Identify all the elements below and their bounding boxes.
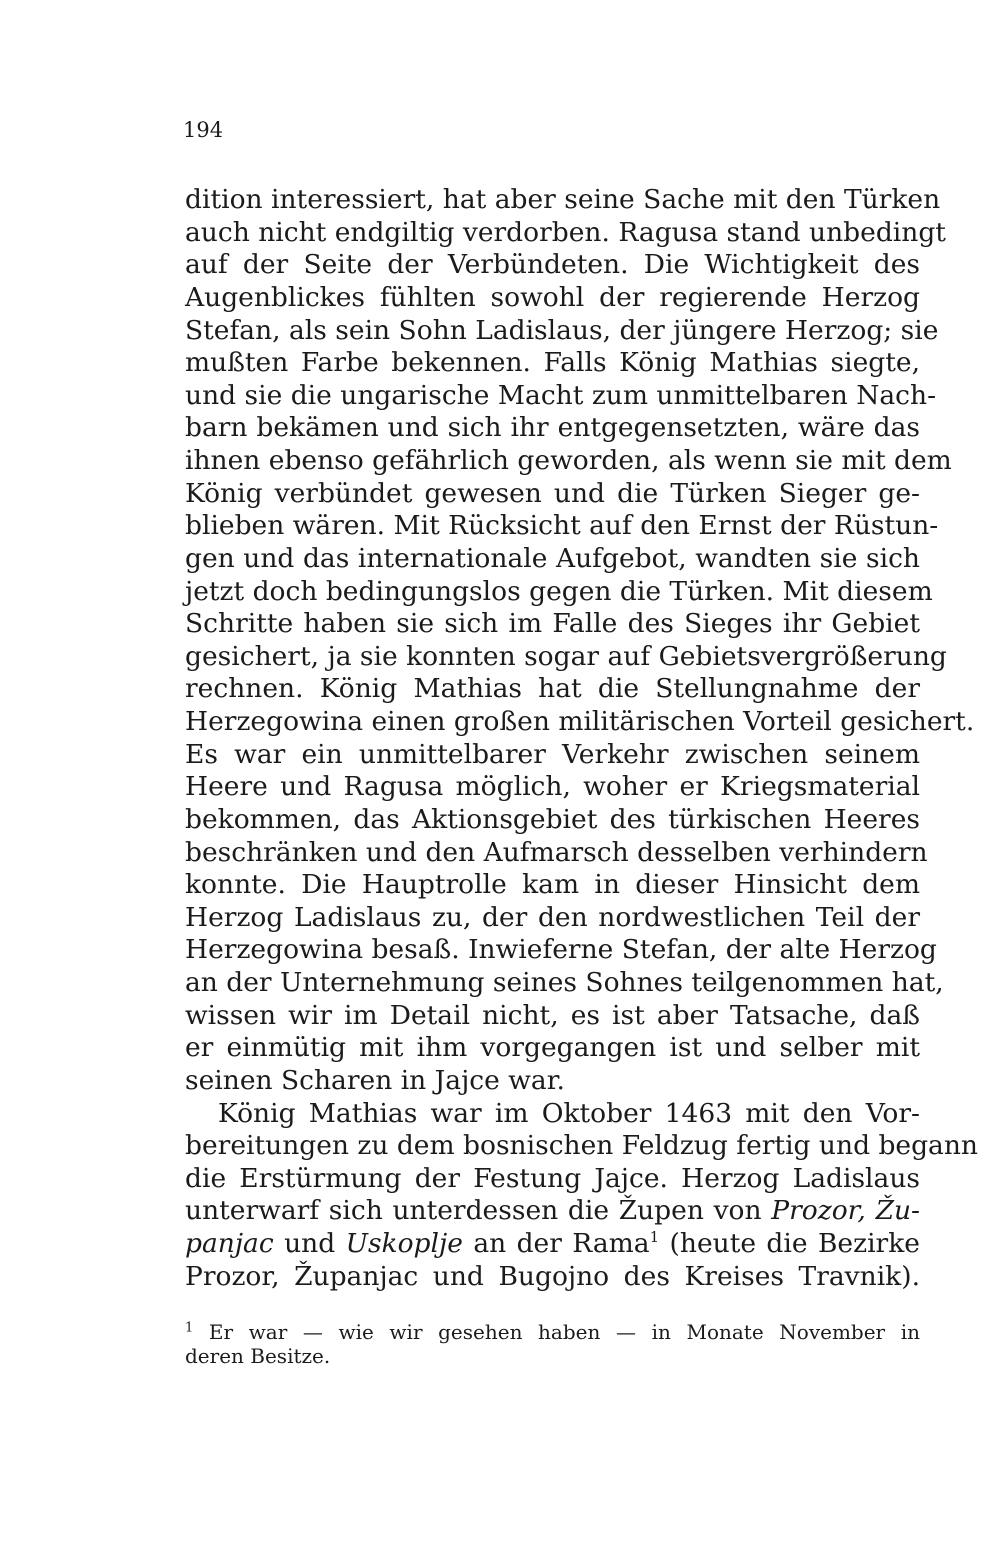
- text-line: er einmütig mit ihm vorgegangen ist und selber mit: [185, 1032, 920, 1064]
- text-segment: und: [284, 1228, 336, 1259]
- text-line: mußten Farbe bekennen. Falls König Mathias siegte,: [185, 347, 920, 379]
- main-text: [185, 184, 978, 1293]
- text-segment: (heute die Bezirke: [669, 1228, 920, 1259]
- footnote-line: deren Besitze.: [185, 1344, 331, 1368]
- place-name: Uskoplje: [345, 1228, 463, 1259]
- footnote-marker: 1: [185, 1320, 194, 1336]
- place-name: Žu-: [875, 1195, 920, 1227]
- text-line: [185, 1195, 920, 1228]
- footnote-line: [185, 1320, 920, 1344]
- text-line: bereitungen zu dem bosnischen Feldzug fertig und begann: [185, 1130, 978, 1162]
- text-line: beschränken und den Aufmarsch desselben verhindern: [185, 836, 928, 868]
- text-line: Augenblickes fühlten sowohl der regierende Herzog: [185, 281, 920, 313]
- text-line: ihnen ebenso gefährlich geworden, als wenn sie mit dem: [185, 445, 952, 476]
- text-line: die Erstürmung der Festung Jajce. Herzog Ladislaus: [185, 1162, 920, 1194]
- text-line: [185, 1228, 920, 1261]
- text-line: konnte. Die Hauptrolle kam in dieser Hinsicht dem: [185, 869, 920, 901]
- text-line: an der Unternehmung seines Sohnes teilgenommen hat,: [185, 967, 944, 998]
- text-line: wissen wir im Detail nicht, es ist aber Tatsache, daß: [185, 999, 920, 1031]
- text-line: Herzegowina einen großen militärischen Vorteil gesichert.: [185, 706, 975, 737]
- place-name: Prozor,: [771, 1195, 866, 1227]
- text-line: Stefan, als sein Sohn Ladislaus, der jüngere Herzog; sie: [185, 314, 939, 346]
- text-line: Schritte haben sie sich im Falle des Sieges ihr Gebiet: [185, 608, 920, 640]
- text-line: König verbündet gewesen und die Türken Sieger ge-: [185, 477, 920, 509]
- text-line: rechnen. König Mathias hat die Stellungnahme der: [185, 673, 920, 705]
- page-number: 194: [183, 118, 224, 142]
- text-line: dition interessiert, hat aber seine Sache mit den Türken: [185, 184, 941, 215]
- text-line: Heere und Ragusa möglich, woher er Kriegsmaterial: [185, 771, 920, 803]
- footnote-text: Er war — wie wir gesehen haben — in Monate November in: [208, 1320, 921, 1344]
- text-line: blieben wären. Mit Rücksicht auf den Ernst der Rüstun-: [185, 510, 939, 542]
- text-line: jetzt doch bedingungslos gegen die Türken. Mit diesem: [185, 575, 933, 607]
- text-line: Herzog Ladislaus zu, der den nordwestlichen Teil der: [185, 901, 920, 933]
- footnote: [185, 1320, 920, 1368]
- text-line: Es war ein unmittelbarer Verkehr zwischen seinem: [185, 738, 920, 770]
- text-segment: unterwarf sich unterdessen die Župen von: [185, 1195, 762, 1227]
- text-line: und sie die ungarische Macht zum unmittelbaren Nach-: [185, 379, 937, 411]
- text-line: auch nicht endgiltig verdorben. Ragusa stand unbedingt: [185, 216, 946, 248]
- text-segment: an der Rama: [473, 1228, 650, 1259]
- footnote-reference: 1: [649, 1228, 660, 1247]
- text-line: König Mathias war im Oktober 1463 mit den Vor-: [218, 1097, 920, 1129]
- text-line: Herzegowina besaß. Inwieferne Stefan, der alte Herzog: [185, 934, 937, 966]
- place-name: panjac: [185, 1228, 274, 1259]
- text-line: gesichert, ja sie konnten sogar auf Gebietsvergrößerung: [185, 640, 947, 672]
- text-line: gen und das internationale Aufgebot, wandten sie sich: [185, 542, 920, 574]
- text-line: auf der Seite der Verbündeten. Die Wichtigkeit des: [185, 249, 920, 281]
- text-line: seinen Scharen in Jajce war.: [185, 1064, 565, 1096]
- text-line: barn bekämen und sich ihr entgegensetzten, wäre das: [185, 412, 920, 444]
- text-line: bekommen, das Aktionsgebiet des türkischen Heeres: [185, 803, 920, 835]
- text-line: Prozor, Županjac und Bugojno des Kreises Travnik).: [185, 1260, 920, 1292]
